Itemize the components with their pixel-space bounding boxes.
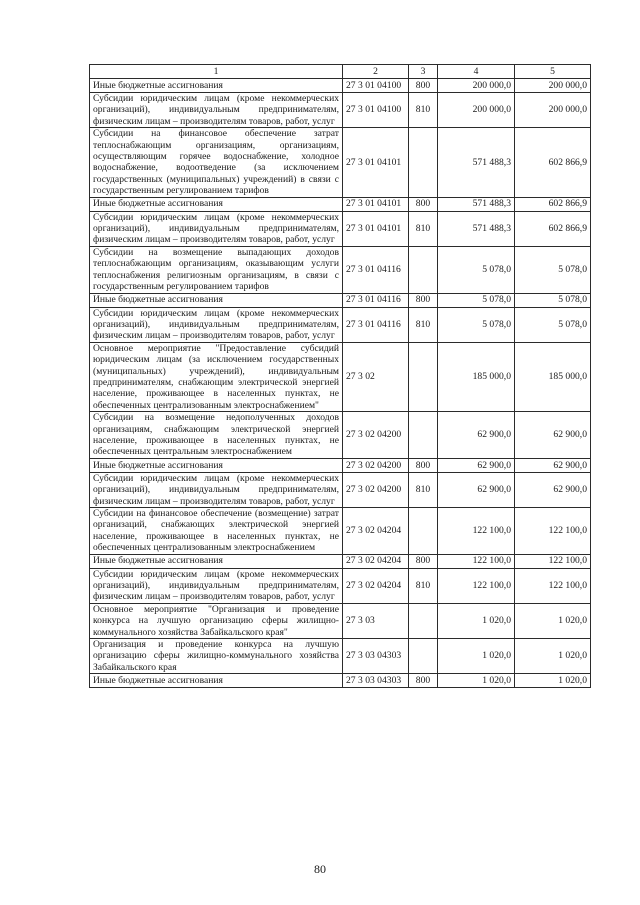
row-value-2024-cell: 185 000,0 <box>438 342 515 411</box>
table-row <box>90 603 591 638</box>
row-value-2024-cell: 1 020,0 <box>438 603 515 638</box>
row-name-cell: Субсидии юридическим лицам (кроме некоммерческих организаций), индивидуальным предпринимателям, физическим лицам – производителям товаров, работ, услуг <box>90 93 343 128</box>
row-code-cell: 27 3 02 04204 <box>343 508 409 555</box>
row-vr-cell: 800 <box>409 674 438 688</box>
table-row <box>90 79 591 93</box>
row-value-2025-cell: 602 866,9 <box>515 128 591 197</box>
row-code-cell: 27 3 01 04101 <box>343 128 409 197</box>
table-row <box>90 508 591 555</box>
row-code-cell: 27 3 01 04100 <box>343 79 409 93</box>
row-value-2025-cell: 122 100,0 <box>515 554 591 568</box>
row-value-2024-cell: 1 020,0 <box>438 674 515 688</box>
row-code-cell: 27 3 02 04200 <box>343 458 409 472</box>
row-value-2024-cell: 5 078,0 <box>438 293 515 307</box>
header-cell: 5 <box>515 65 591 79</box>
row-vr-cell <box>409 128 438 197</box>
row-value-2024-cell: 571 488,3 <box>438 211 515 246</box>
header-cell: 4 <box>438 65 515 79</box>
table-row <box>90 211 591 246</box>
row-name-cell: Иные бюджетные ассигнования <box>90 554 343 568</box>
row-name-cell: Иные бюджетные ассигнования <box>90 79 343 93</box>
row-name-cell: Основное мероприятие "Организация и проведение конкурса на лучшую организацию сферы жилищно-коммунального хозяйства Забайкальского края" <box>90 603 343 638</box>
row-vr-cell: 800 <box>409 458 438 472</box>
row-vr-cell: 800 <box>409 293 438 307</box>
row-value-2025-cell: 62 900,0 <box>515 458 591 472</box>
row-code-cell: 27 3 03 <box>343 603 409 638</box>
row-value-2025-cell: 5 078,0 <box>515 293 591 307</box>
row-name-cell: Иные бюджетные ассигнования <box>90 293 343 307</box>
row-value-2025-cell: 122 100,0 <box>515 508 591 555</box>
row-name-cell: Иные бюджетные ассигнования <box>90 458 343 472</box>
row-vr-cell: 810 <box>409 307 438 342</box>
row-code-cell: 27 3 01 04100 <box>343 93 409 128</box>
row-value-2025-cell: 1 020,0 <box>515 639 591 674</box>
row-vr-cell <box>409 603 438 638</box>
table-row <box>90 293 591 307</box>
row-value-2025-cell: 200 000,0 <box>515 79 591 93</box>
row-code-cell: 27 3 01 04116 <box>343 293 409 307</box>
row-value-2024-cell: 571 488,3 <box>438 128 515 197</box>
row-value-2024-cell: 571 488,3 <box>438 197 515 211</box>
row-vr-cell <box>409 412 438 459</box>
row-code-cell: 27 3 01 04116 <box>343 307 409 342</box>
table-row <box>90 342 591 411</box>
row-name-cell: Субсидии на финансовое обеспечение (возмещение) затрат организаций, снабжающих электрической энергией население, проживающее в населенных пунктах, не обеспеченных централизованным электроснабжением <box>90 508 343 555</box>
budget-table <box>89 64 591 688</box>
row-code-cell: 27 3 02 04200 <box>343 472 409 507</box>
row-name-cell: Организация и проведение конкурса на лучшую организацию сферы жилищно-коммунального хозяйства Забайкальского края <box>90 639 343 674</box>
table-row <box>90 674 591 688</box>
row-value-2024-cell: 62 900,0 <box>438 472 515 507</box>
page-number: 80 <box>314 862 326 876</box>
table-row <box>90 554 591 568</box>
row-code-cell: 27 3 03 04303 <box>343 639 409 674</box>
row-name-cell: Субсидии юридическим лицам (кроме некоммерческих организаций), индивидуальным предпринимателям, физическим лицам – производителям товаров, работ, услуг <box>90 307 343 342</box>
row-vr-cell: 810 <box>409 211 438 246</box>
row-value-2024-cell: 1 020,0 <box>438 639 515 674</box>
row-name-cell: Иные бюджетные ассигнования <box>90 197 343 211</box>
row-name-cell: Субсидии на возмещение выпадающих доходов теплоснабжающим организациям, оказывающим услуги теплоснабжения религиозным организациям, в связи с государственным регулированием тарифов <box>90 246 343 293</box>
table-row <box>90 412 591 459</box>
row-value-2025-cell: 62 900,0 <box>515 412 591 459</box>
row-value-2025-cell: 5 078,0 <box>515 307 591 342</box>
row-value-2024-cell: 200 000,0 <box>438 93 515 128</box>
row-vr-cell: 810 <box>409 93 438 128</box>
row-value-2025-cell: 200 000,0 <box>515 93 591 128</box>
table-header-row <box>90 65 591 79</box>
header-cell: 3 <box>409 65 438 79</box>
table-row <box>90 93 591 128</box>
row-name-cell: Субсидии на финансовое обеспечение затрат теплоснабжающим организациям, организациям, осуществляющим горячее водоснабжение, холодное водоснабжение, водоотведение (за исключением государственных (муниципальных) учреждений) в связи с государственным регулированием тарифов <box>90 128 343 197</box>
row-vr-cell: 800 <box>409 79 438 93</box>
table-row <box>90 639 591 674</box>
header-cell: 2 <box>343 65 409 79</box>
row-value-2025-cell: 602 866,9 <box>515 197 591 211</box>
header-cell: 1 <box>90 65 343 79</box>
row-code-cell: 27 3 02 04200 <box>343 412 409 459</box>
table-row <box>90 458 591 472</box>
row-code-cell: 27 3 03 04303 <box>343 674 409 688</box>
row-value-2025-cell: 122 100,0 <box>515 568 591 603</box>
row-value-2024-cell: 5 078,0 <box>438 246 515 293</box>
row-value-2024-cell: 122 100,0 <box>438 508 515 555</box>
row-value-2025-cell: 62 900,0 <box>515 472 591 507</box>
row-name-cell: Субсидии на возмещение недополученных доходов организациям, снабжающим электрической энергией население, проживающее в населенных пунктах, не обеспеченных центральным электроснабжением <box>90 412 343 459</box>
table-row <box>90 197 591 211</box>
table-row <box>90 246 591 293</box>
row-vr-cell: 800 <box>409 554 438 568</box>
row-value-2025-cell: 1 020,0 <box>515 603 591 638</box>
row-name-cell: Субсидии юридическим лицам (кроме некоммерческих организаций), индивидуальным предпринимателям, физическим лицам – производителям товаров, работ, услуг <box>90 472 343 507</box>
table-row <box>90 128 591 197</box>
row-vr-cell: 810 <box>409 472 438 507</box>
row-code-cell: 27 3 01 04101 <box>343 211 409 246</box>
row-vr-cell <box>409 246 438 293</box>
row-vr-cell <box>409 639 438 674</box>
row-value-2024-cell: 122 100,0 <box>438 554 515 568</box>
row-code-cell: 27 3 01 04101 <box>343 197 409 211</box>
row-vr-cell: 810 <box>409 568 438 603</box>
row-name-cell: Основное мероприятие "Предоставление субсидий юридическим лицам (за исключением государственных (муниципальных) учреждений), индивидуальным предпринимателям, снабжающим электрической энергией население, проживающее в населенных пунктах, не обеспеченных централизованным электроснабжением" <box>90 342 343 411</box>
row-value-2024-cell: 122 100,0 <box>438 568 515 603</box>
row-code-cell: 27 3 02 04204 <box>343 568 409 603</box>
row-vr-cell <box>409 508 438 555</box>
row-value-2025-cell: 602 866,9 <box>515 211 591 246</box>
row-code-cell: 27 3 02 <box>343 342 409 411</box>
row-value-2025-cell: 5 078,0 <box>515 246 591 293</box>
row-code-cell: 27 3 01 04116 <box>343 246 409 293</box>
row-value-2024-cell: 200 000,0 <box>438 79 515 93</box>
row-code-cell: 27 3 02 04204 <box>343 554 409 568</box>
row-value-2024-cell: 5 078,0 <box>438 307 515 342</box>
row-vr-cell: 800 <box>409 197 438 211</box>
row-vr-cell <box>409 342 438 411</box>
row-name-cell: Субсидии юридическим лицам (кроме некоммерческих организаций), индивидуальным предпринимателям, физическим лицам – производителям товаров, работ, услуг <box>90 211 343 246</box>
row-value-2024-cell: 62 900,0 <box>438 412 515 459</box>
row-name-cell: Иные бюджетные ассигнования <box>90 674 343 688</box>
table-row <box>90 568 591 603</box>
table-row <box>90 472 591 507</box>
row-name-cell: Субсидии юридическим лицам (кроме некоммерческих организаций), индивидуальным предпринимателям, физическим лицам – производителям товаров, работ, услуг <box>90 568 343 603</box>
table-row <box>90 307 591 342</box>
row-value-2024-cell: 62 900,0 <box>438 458 515 472</box>
row-value-2025-cell: 1 020,0 <box>515 674 591 688</box>
row-value-2025-cell: 185 000,0 <box>515 342 591 411</box>
